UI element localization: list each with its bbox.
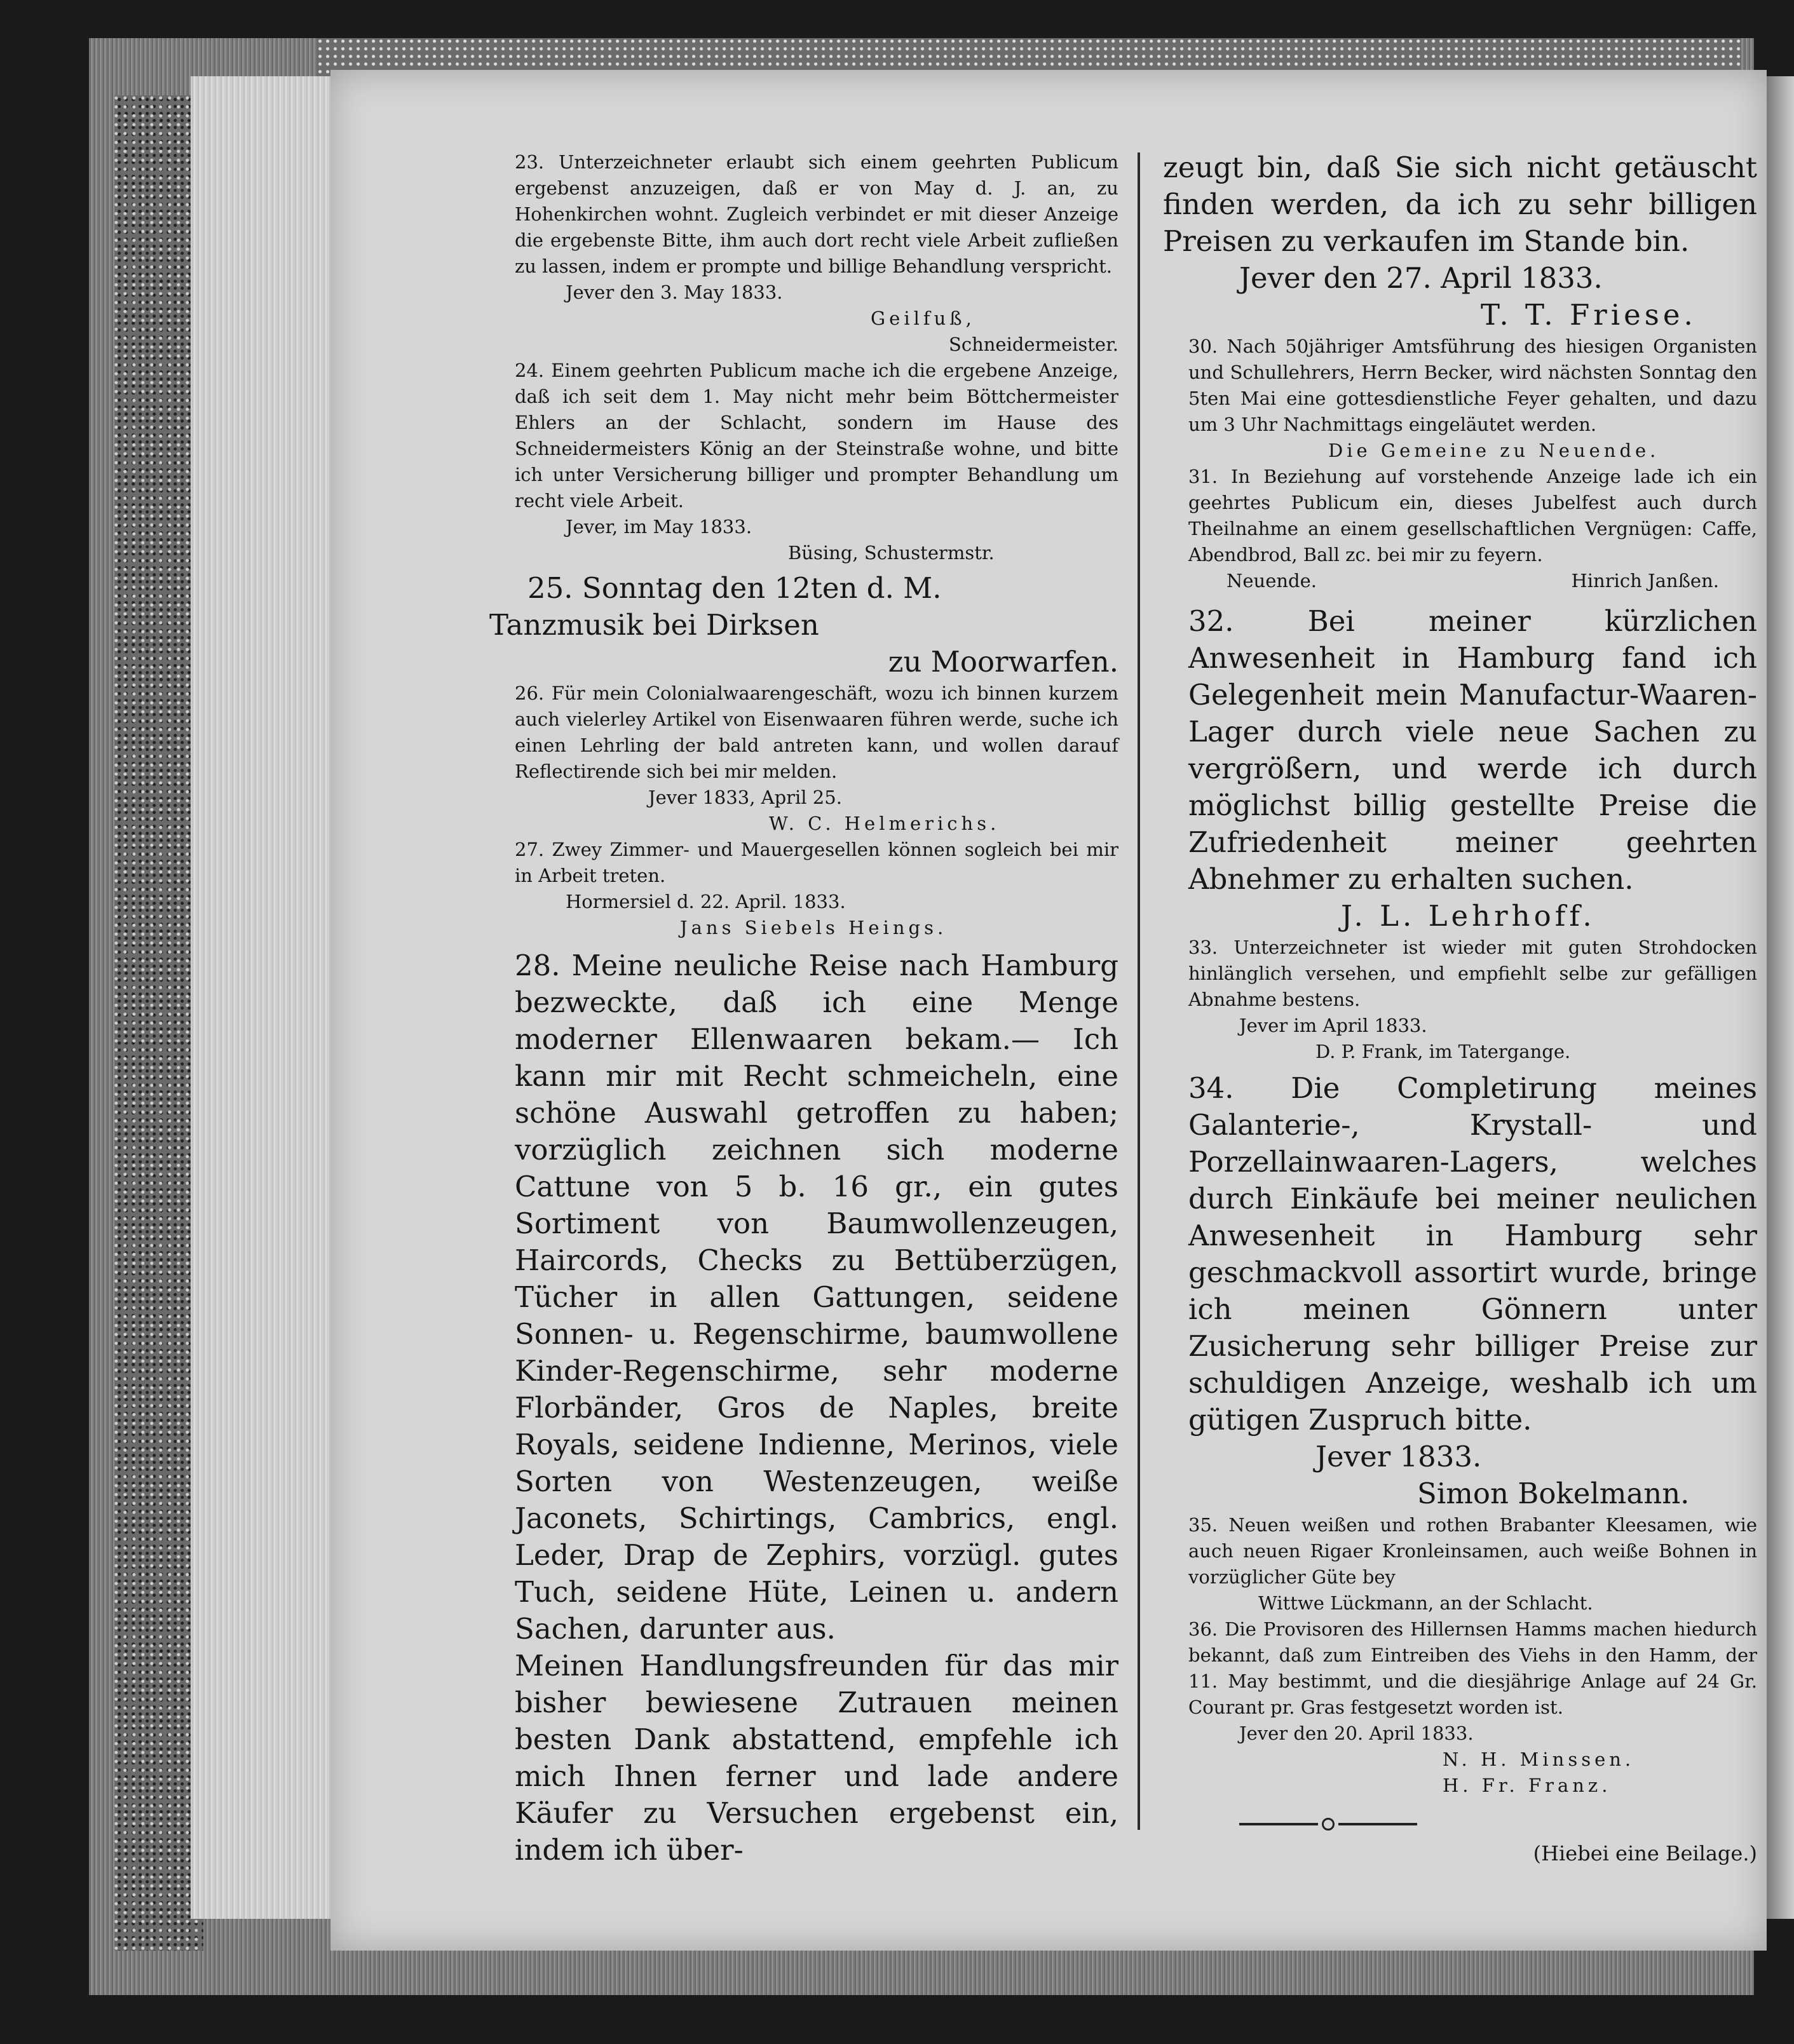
ornament-divider [1239,1818,1417,1831]
ad-23 [489,149,1118,358]
left-column [489,149,1118,1869]
right-page-edge [1767,76,1794,1919]
ad-27 [489,837,1118,941]
ad-26-signature: W. C. Helmerichs. [769,813,1000,834]
ad-31-text: 31. In Beziehung auf vorstehende Anzeige lade ich ein geehrtes Publicum ein, dieses Jubelfest auch durch Theilnahme an einem gesellschaftlichen Vergnügen: Caffe, Abendbrod, Ball zc. bei mir zu feyern. [1188,466,1757,565]
ad-28 [489,947,1118,1869]
ad-27-text: 27. Zwey Zimmer- und Mauergesellen können sogleich bei mir in Arbeit treten. [515,839,1118,886]
ad-31-place: Neuende. [1227,570,1317,592]
ad-34 [1163,1070,1757,1512]
ad-25-line2: Tanzmusik bei Dirksen [489,608,819,642]
ad-28-text: 28. Meine neuliche Reise nach Hamburg bezweckte, daß ich eine Menge moderner Ellenwaaren bekam.— Ich kann mir mit Recht schmeicheln, eine schöne Auswahl getroffen zu haben; vorzüglich zeichnen sich moderne Cattune von 5 b. 16 gr., ein gutes Sortiment von Baumwollenzeugen, Haircords, Checks zu Bettüberzügen, Tücher in allen Gattungen, seidene Sonnen- u. Regenschirme, baumwollene Kinder-Regenschirme, sehr moderne Florbänder, Gros de Naples, breite Royals, seidene Indienne, Merinos, viele Sorten von Westenzeugen, weiße Jaconets, Schirtings, Cambrics, engl. Leder, Drap de Zephirs, vorzügl. gutes Tuch, seidene Hüte, Leinen u. andern Sachen, darunter aus. [515,949,1118,1646]
ad-23-date: Jever den 3. May 1833. [566,281,783,303]
supplement-note: (Hiebei eine Beilage.) [1533,1841,1757,1865]
ad-26-text: 26. Für mein Colonialwaarengeschäft, wozu ich binnen kurzem auch vielerley Artikel von Eisenwaaren führen werde, suche ich einen Lehrling der bald antreten kann, und wollen darauf Reflectirende sich bei mir melden. [515,682,1118,782]
ad-31-signature: Hinrich Janßen. [1571,570,1719,592]
ad-30 [1163,334,1757,464]
ad-24 [489,358,1118,566]
ad-23-title: Schneidermeister. [948,334,1118,355]
page-stack [191,76,337,1919]
ad-33-signature: D. P. Frank, im Tatergange. [1315,1041,1571,1062]
ad-32 [1163,603,1757,935]
ad-36 [1163,1616,1757,1799]
ad-25-line3: zu Moorwarfen. [888,645,1118,679]
ornament-dot [1322,1818,1335,1831]
ornament-bar-left [1239,1823,1318,1825]
ad-26-date: Jever 1833, April 25. [648,787,842,808]
ornament-bar-right [1338,1823,1417,1825]
ad-30-text: 30. Nach 50jähriger Amtsführung des hiesigen Organisten und Schullehrers, Herrn Becker, wird nächsten Sonntag den 5ten Mai eine gottesdienstliche Feyer gehalten, und dazu um 3 Uhr Nachmittags eingeläutet werden. [1188,335,1757,435]
ad-34-text: 34. Die Completirung meines Galanterie-, Krystall- und Porzellainwaaren-Lagers, welches durch Einkäufe bei meiner neulichen Anwesenheit in Hamburg sehr geschmackvoll assortirt wurde, bringe ich meinen Gönnern unter Zusicherung sehr billiger Preise zur schuldigen Anzeige, weshalb ich um gütigen Zuspruch bitte. [1188,1071,1757,1437]
ad-36-signature-1: N. H. Minssen. [1443,1749,1635,1770]
ad-32-signature: J. L. Lehrhoff. [1341,899,1596,933]
ad-23-text: 23. Unterzeichneter erlaubt sich einem geehrten Publicum ergebenst anzuzeigen, daß er von May d. J. an, zu Hohenkirchen wohnt. Zugleich verbindet er mit dieser Anzeige die ergebenste Bitte, ihm auch dort recht viele Arbeit zufließen zu lassen, indem er prompte und billige Behandlung verspricht. [515,151,1118,277]
ad-24-signature: Büsing, Schustermstr. [788,542,995,564]
ad-27-date: Hormersiel d. 22. April. 1833. [566,891,846,912]
ad-33 [1163,935,1757,1065]
ad-33-date: Jever im April 1833. [1239,1015,1427,1036]
ad-35 [1163,1512,1757,1616]
ad-31-footer [1163,568,1757,594]
ad-28-cont-text: zeugt bin, daß Sie sich nicht getäuscht finden werden, da ich zu sehr billigen Preisen zu verkaufen im Stande bin. [1163,151,1757,258]
ad-25-line1: 25. Sonntag den 12ten d. M. [527,571,942,605]
ad-36-signature-2: H. Fr. Franz. [1443,1775,1612,1796]
ad-31 [1163,464,1757,594]
right-column [1163,149,1757,1867]
column-divider [1138,152,1140,1830]
marbled-cover [114,95,203,1951]
ad-27-signature: Jans Siebels Heings. [680,917,948,938]
ad-36-date: Jever den 20. April 1833. [1239,1723,1474,1744]
ad-25 [489,570,1118,680]
ad-28-text2: Meinen Handlungsfreunden für das mir bisher bewiesene Zutrauen meinen besten Dank abstattend, empfehle ich mich Ihnen ferner und lade andere Käufer zu Versuchen ergebenst ein, indem ich über- [515,1649,1118,1867]
ad-32-text: 32. Bei meiner kürzlichen Anwesenheit in Hamburg fand ich Gelegenheit mein Manufactur-Waaren-Lager durch viele neue Sachen zu vergrößern, und werde ich durch möglichst billig gestellte Preise die Zufriedenheit meiner geehrten Abnehmer zu erhalten suchen. [1188,604,1757,896]
ad-28-cont-date: Jever den 27. April 1833. [1239,261,1603,295]
ad-24-text: 24. Einem geehrten Publicum mache ich die ergebene Anzeige, daß ich seit dem 1. May nicht mehr beim Böttchermeister Ehlers an der Schlacht, sondern im Hause des Schneidermeisters König an der Steinstraße wohne, und bitte ich unter Versicherung billiger und prompter Behandlung um recht viele Arbeit. [515,360,1118,511]
ad-36-text: 36. Die Provisoren des Hillernsen Hamms machen hiedurch bekannt, daß zum Eintreiben des Viehs in den Hamm, der 11. May bestimmt, und die diesjährige Anlage auf 24 Gr. Courant pr. Gras festgesetzt worden ist. [1188,1618,1757,1718]
ad-35-text: 35. Neuen weißen und rothen Brabanter Kleesamen, wie auch neuen Rigaer Kronleinsamen, auch weiße Bohnen in vorzüglicher Güte bey [1188,1514,1757,1588]
ad-33-text: 33. Unterzeichneter ist wieder mit guten Strohdocken hinlänglich versehen, und empfiehlt selbe zur gefälligen Abnahme bestens. [1188,937,1757,1010]
ad-34-signature: Simon Bokelmann. [1417,1477,1690,1510]
ad-30-signature: Die Gemeine zu Neuende. [1328,440,1660,461]
ad-35-signature: Wittwe Lückmann, an der Schlacht. [1258,1592,1593,1614]
ad-34-date: Jever 1833. [1315,1440,1482,1473]
ad-28-continued [1163,149,1757,334]
ad-24-date: Jever, im May 1833. [566,516,752,538]
ad-26 [489,680,1118,837]
ad-28-cont-signature: T. T. Friese. [1481,298,1697,332]
ad-23-signature: Geilfuß, [871,308,975,329]
